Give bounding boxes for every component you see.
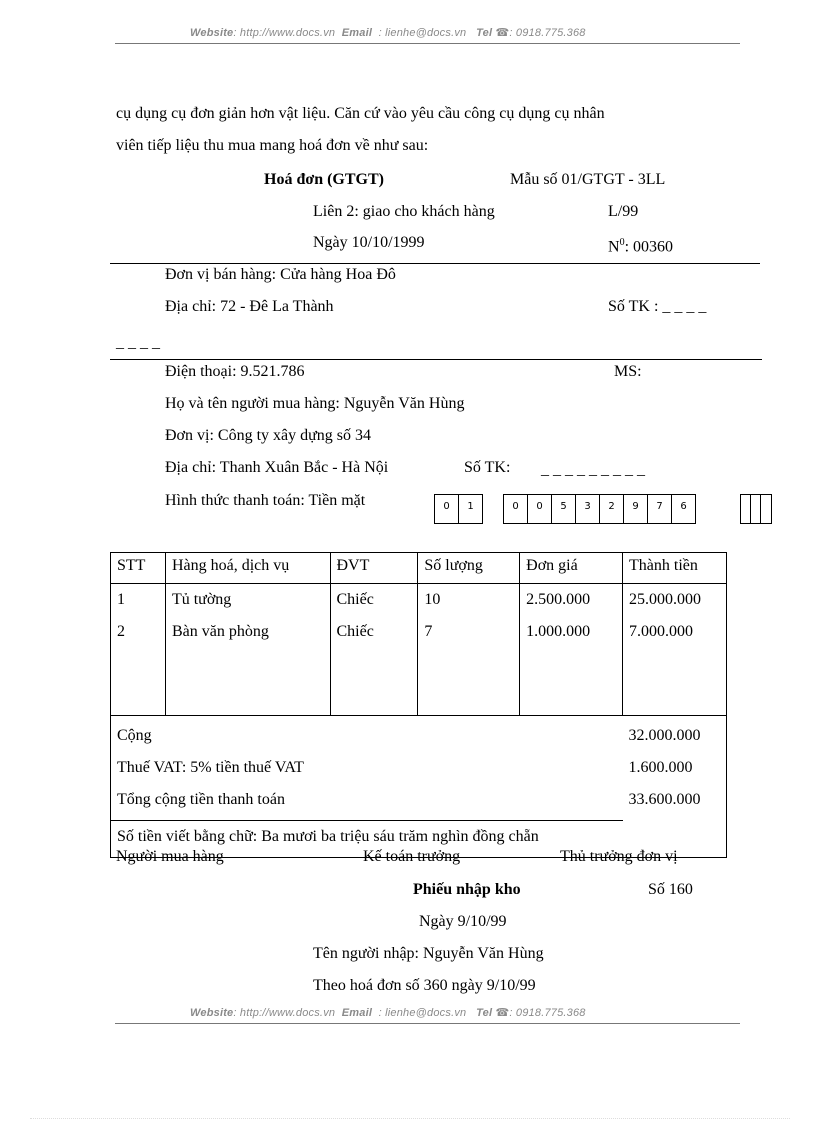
tax-code-boxes-c: [740, 494, 772, 524]
footer-website-value: : http://www.docs.vn: [233, 1007, 336, 1019]
invoice-number: [608, 233, 673, 257]
stt-2: 2: [117, 623, 125, 640]
grand-total-label: Tổng cộng tiền thanh toán: [117, 791, 285, 808]
email-value: : lienhe@docs.vn: [378, 27, 467, 39]
signature-buyer: Người mua hàng: [116, 848, 224, 865]
buyer-address: Địa chỉ: Thanh Xuân Bắc - Hà Nội: [165, 459, 389, 476]
table-body-row: [111, 584, 727, 716]
receipt-number: Số 160: [648, 881, 693, 898]
unit-1: Chiếc: [336, 591, 374, 608]
seller-top-rule: [110, 263, 760, 264]
amount-1: 25.000.000: [629, 591, 702, 608]
summary-values: [623, 716, 727, 821]
col-header-goods: Hàng hoá, dịch vụ: [165, 553, 330, 584]
stt-1: 1: [117, 591, 125, 608]
tax-code-digit: 2: [600, 495, 624, 523]
email-label: Email: [341, 27, 373, 39]
tel-label: Tel: [476, 27, 493, 39]
goods-1: Tủ tường: [171, 591, 232, 608]
buyer-account-label: Số TK:: [464, 459, 511, 476]
quantity-2: 7: [424, 623, 433, 640]
grand-total-value: 33.600.000: [628, 791, 701, 808]
price-cell: [520, 584, 623, 716]
tax-code-digit: 1: [467, 501, 474, 512]
vat-label: Thuế VAT: 5% tiền thuế VAT: [117, 759, 304, 776]
tax-code-boxes-a: [434, 494, 483, 524]
buyer-unit: Đơn vị: Công ty xây dựng số 34: [165, 427, 372, 444]
amount-cell: [623, 584, 727, 716]
footer-phone-icon: ☎: [495, 1007, 510, 1019]
footer-email-value: : lienhe@docs.vn: [378, 1007, 467, 1019]
footer-tel-label: Tel: [476, 1007, 493, 1019]
invoice-series: L/99: [608, 203, 639, 220]
receipt-date: Ngày 9/10/99: [419, 913, 507, 930]
ms-label: MS:: [614, 363, 642, 380]
website-label: Website: [190, 27, 234, 39]
col-header-price: Đơn giá: [520, 553, 623, 584]
tax-code-digit: 5: [552, 495, 576, 523]
header-rule: [115, 43, 740, 44]
footer-website-label: Website: [190, 1007, 234, 1019]
buyer-name: Họ và tên người mua hàng: Nguyễn Văn Hùng: [165, 395, 465, 412]
goods-cell: [165, 584, 330, 716]
amount-2: 7.000.000: [629, 623, 694, 640]
seller-account: Số TK : _ _ _ _: [608, 298, 707, 315]
tax-code-empty-box: [741, 495, 751, 523]
footer-tel-value: : 0918.775.368: [509, 1007, 586, 1019]
unit-2: Chiếc: [336, 623, 374, 640]
footer-email-label: Email: [341, 1007, 373, 1019]
table-header-row: [111, 553, 727, 584]
quantity-cell: [418, 584, 520, 716]
seller-bottom-rule: [110, 359, 762, 360]
intro-line-1: cụ dụng cụ đơn giản hơn vật liệu. Căn cứ vào yêu cầu công cụ dụng cụ nhân: [116, 105, 605, 122]
summary-labels: [111, 716, 623, 821]
quantity-1: 10: [424, 591, 441, 608]
unit-cell: [330, 584, 418, 716]
goods-2: Bàn văn phòng: [171, 623, 269, 640]
col-header-stt: STT: [111, 553, 166, 584]
stt-cell: [111, 584, 166, 716]
invoice-title: Hoá đơn (GTGT): [264, 171, 384, 188]
col-header-unit: ĐVT: [330, 553, 418, 584]
tax-code-empty-box: [751, 495, 761, 523]
invoice-form-no: Mẫu số 01/GTGT - 3LL: [510, 171, 666, 188]
seller-address: Địa chỉ: 72 - Đê La Thành: [165, 298, 334, 315]
tax-code-digit: 0: [435, 495, 459, 523]
page-footer: [190, 1006, 586, 1019]
invoice-number-sup: 0: [619, 237, 625, 248]
tax-code-digit: 0: [528, 495, 552, 523]
payment-method: Hình thức thanh toán: Tiền mặt: [165, 492, 366, 509]
seller-account-cont: _ _ _ _: [116, 334, 160, 351]
invoice-table: [110, 552, 727, 858]
col-header-quantity: Số lượng: [418, 553, 520, 584]
phone-icon: ☎: [495, 27, 510, 39]
tax-code-boxes-b: [503, 494, 696, 524]
intro-line-2: viên tiếp liệu thu mua mang hoá đơn về như sau:: [116, 137, 429, 154]
invoice-copy: Liên 2: giao cho khách hàng: [313, 203, 495, 220]
receipt-receiver: Tên người nhập: Nguyễn Văn Hùng: [313, 945, 544, 962]
tax-code-empty-box: [761, 495, 770, 523]
invoice-date: Ngày 10/10/1999: [313, 234, 425, 251]
tel-value: : 0918.775.368: [509, 27, 586, 39]
col-header-amount: Thành tiền: [623, 553, 727, 584]
tax-code-digit: 0: [504, 495, 528, 523]
table-summary-row: [111, 716, 727, 821]
price-1: 2.500.000: [526, 591, 591, 608]
website-value: : http://www.docs.vn: [233, 27, 336, 39]
amount-in-words: Số tiền viết bằng chữ: Ba mươi ba triệu sáu trăm nghìn đồng chẵn: [111, 821, 727, 858]
receipt-reference: Theo hoá đơn số 360 ngày 9/10/99: [313, 977, 536, 994]
tax-code-digit: 3: [576, 495, 600, 523]
invoice-number-value: : 00360: [624, 238, 674, 256]
price-2: 1.000.000: [526, 623, 591, 640]
tax-code-digit: 6: [680, 501, 687, 512]
signature-head: Thủ trưởng đơn vị: [560, 848, 678, 865]
tax-code-digit: 7: [648, 495, 672, 523]
tax-code-digit: 9: [624, 495, 648, 523]
seller-unit: Đơn vị bán hàng: Cửa hàng Hoa Đô: [165, 266, 396, 283]
seller-phone: Điện thoại: 9.521.786: [165, 363, 305, 380]
total-label: Cộng: [117, 727, 152, 744]
signature-chief-accountant: Kế toán trưởng: [363, 848, 461, 865]
vat-value: 1.600.000: [628, 759, 693, 776]
page-bottom-edge: [30, 1118, 790, 1119]
total-value: 32.000.000: [628, 727, 701, 744]
footer-rule: [115, 1023, 740, 1024]
receipt-title: Phiếu nhập kho: [413, 881, 521, 898]
invoice-number-prefix: N: [608, 238, 620, 256]
page-header: [190, 26, 586, 39]
buyer-account-value: _ _ _ _ _ _ _ _ _: [541, 461, 645, 478]
